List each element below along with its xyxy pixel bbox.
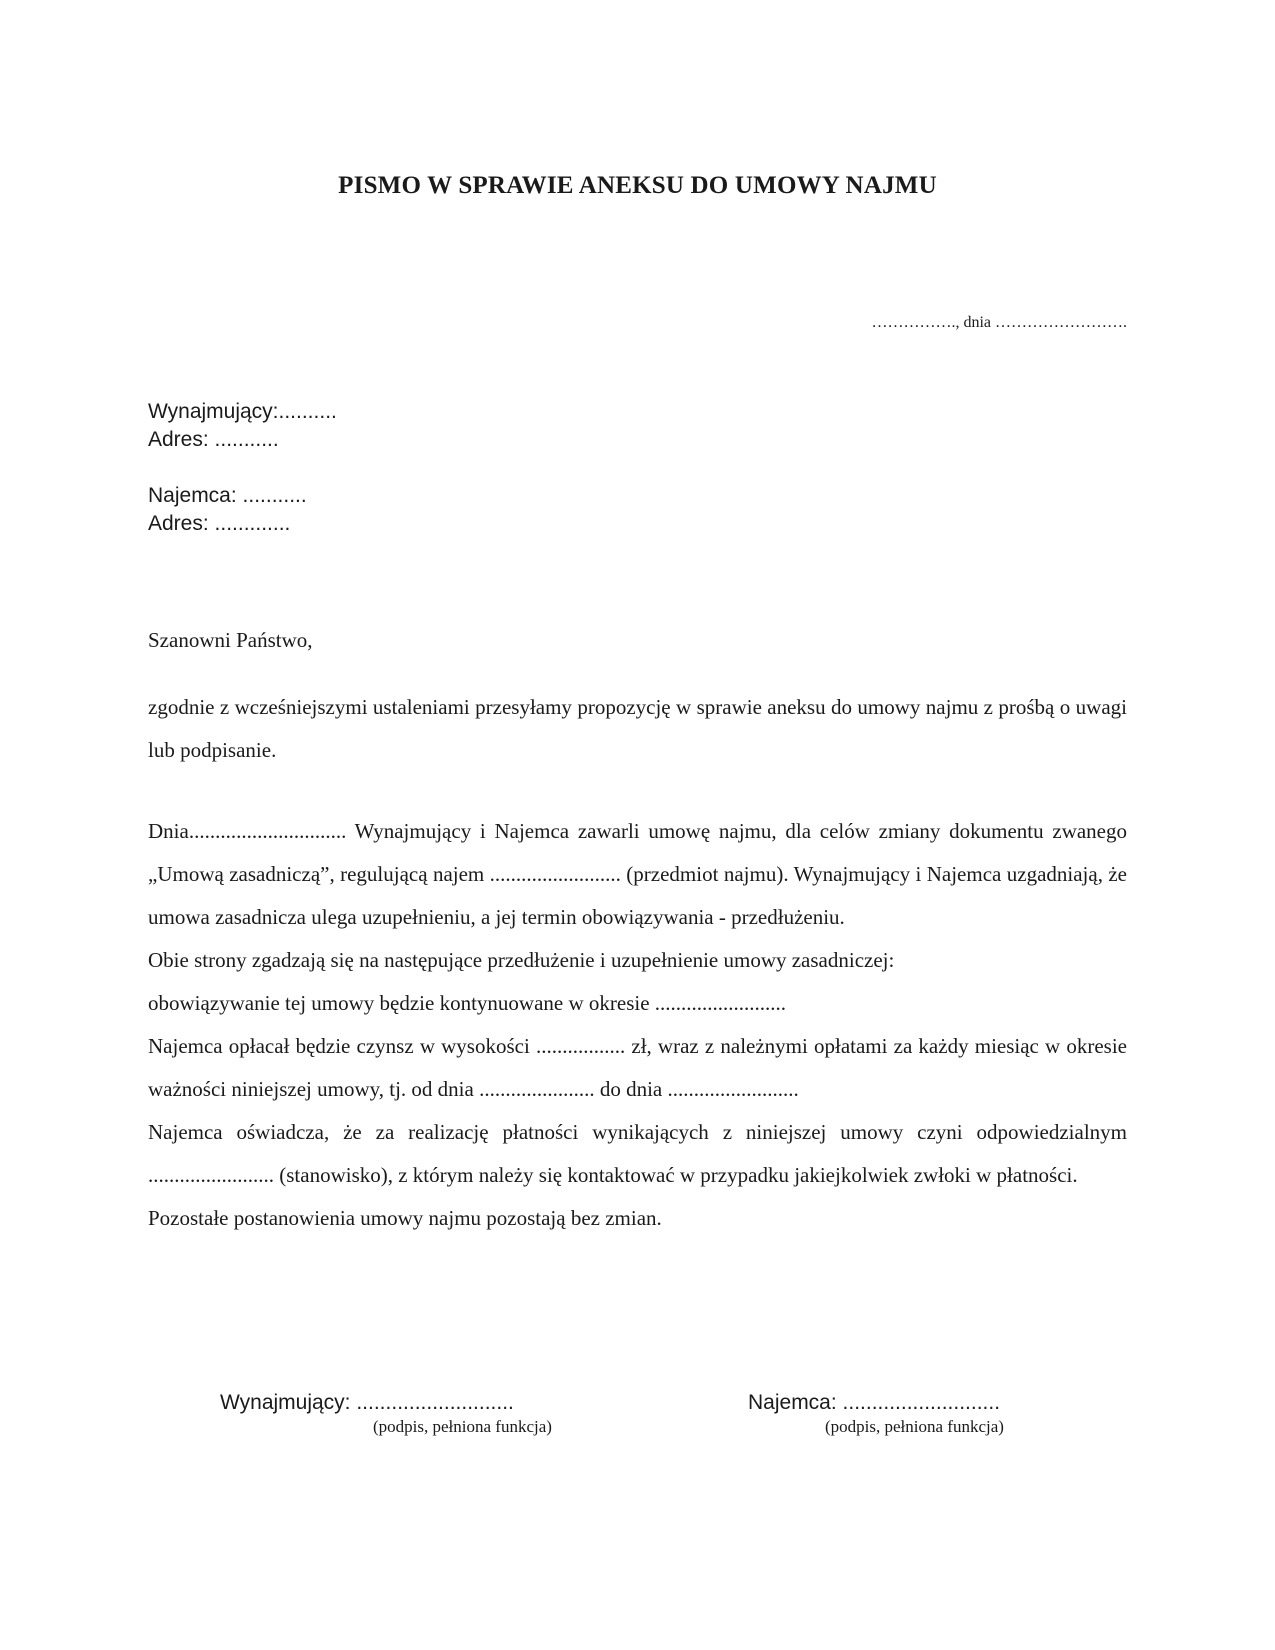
letter-body [148, 810, 1127, 1240]
paragraph-rent: Najemca opłacał będzie czynsz w wysokości ................. zł, wraz z należnymi opłatami za każdy miesiąc w okresie ważności niniejszej umowy, tj. od dnia ...................... do dnia ......................... [148, 1034, 1127, 1101]
tenant-block [148, 482, 337, 538]
landlord-address: Adres: ........... [148, 428, 279, 451]
landlord-block [148, 398, 337, 454]
landlord-signature [220, 1391, 620, 1437]
paragraph-payment-responsibility: Najemca oświadcza, że za realizację płatności wynikających z niniejszej umowy czyni odpowiedzialnym ........................ (stanowisko), z którym należy się kontaktować w przypadku jakiejkolwiek zwłoki w płatności. [148, 1120, 1127, 1187]
paragraph-agreement: Dnia.............................. Wynajmujący i Najemca zawarli umowę najmu, dla celów zmiany dokumentu zwanego „Umową zasadniczą”, regulującą najem ......................... (przedmiot najmu). Wynajmujący i Najemca uzgadniają, że umowa zasadnicza ulega uzupełnieniu, a jej termin obowiązywania - przedłużeniu. [148, 819, 1127, 929]
intro-paragraph: zgodnie z wcześniejszymi ustaleniami przesyłamy propozycję w sprawie aneksu do umowy najmu z prośbą o uwagi lub podpisanie. [148, 695, 1127, 762]
tenant-signature [748, 1391, 1148, 1437]
document-title: PISMO W SPRAWIE ANEKSU DO UMOWY NAJMU [338, 172, 937, 199]
tenant-address: Adres: ............. [148, 512, 291, 535]
salutation: Szanowni Państwo, [148, 628, 313, 652]
landlord-line: Wynajmujący:.......... [148, 400, 337, 423]
paragraph-period: obowiązywanie tej umowy będzie kontynuowane w okresie ......................... [148, 991, 787, 1015]
landlord-signature-note: (podpis, pełniona funkcja) [373, 1417, 552, 1436]
paragraph-extension: Obie strony zgadzają się na następujące przedłużenie i uzupełnienie umowy zasadniczej: [148, 948, 895, 972]
landlord-signature-label: Wynajmujący: ........................... [220, 1391, 514, 1414]
tenant-signature-note: (podpis, pełniona funkcja) [825, 1417, 1004, 1436]
tenant-line: Najemca: ........... [148, 484, 307, 507]
paragraph-remaining-terms: Pozostałe postanowienia umowy najmu pozostają bez zmian. [148, 1206, 662, 1230]
place-date-line: ……………., dnia ……………………. [871, 314, 1127, 331]
tenant-signature-label: Najemca: ........................... [748, 1391, 1001, 1414]
parties-block [148, 398, 337, 538]
